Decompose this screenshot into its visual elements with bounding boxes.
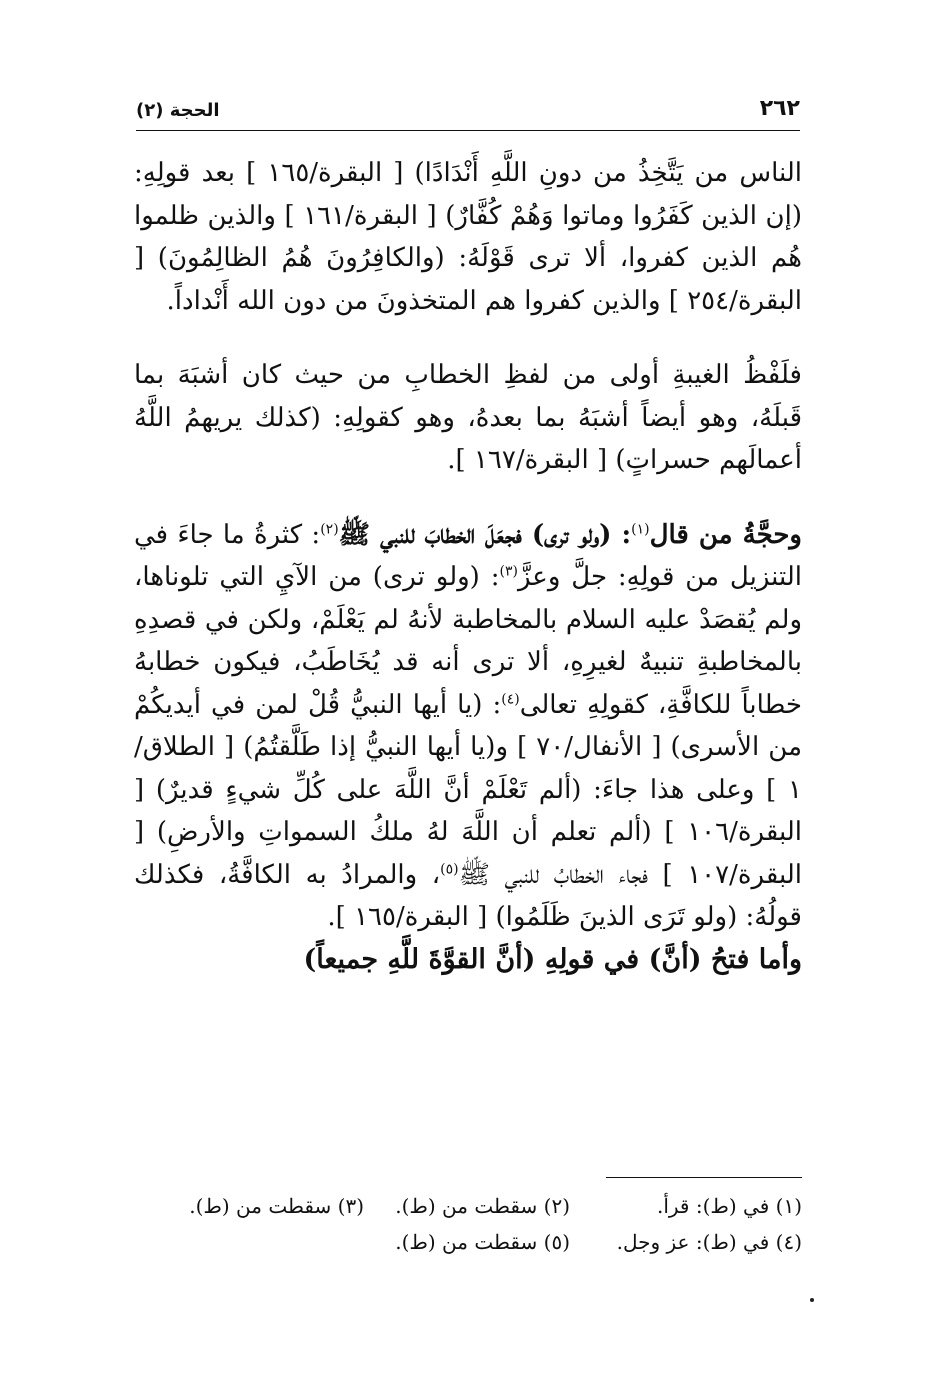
scan-speck [810,1298,814,1302]
paragraph-4: وأما فتحُ (أنَّ) في قولِهِ (أنَّ القوَّةَ للَّهِ جميعاً) [303,943,802,975]
footnote-3 [144,1188,364,1224]
footnote-ref-3: (٣) [499,563,518,580]
footnotes [136,1188,802,1260]
paragraph-3-text-d: ، والمرادُ به الكافَّةُ، فكذلك قولُهُ: (ولو تَرَى الذينَ ظَلَمُوا) [ البقرة/١٦٥ ]. [134,859,802,932]
footnote-text: سقطت من (ط). [395,1194,538,1218]
footnote-number: (٢) [543,1194,570,1218]
footnote-text: في (ط): عز وجل. [616,1230,770,1254]
page-number: ٢٦٢ [759,96,800,121]
paragraph-spacer [134,322,802,354]
paragraph-2: فلَفْظُ الغيبةِ أولى من لفظِ الخطابِ من حيث كان أشبَهَ بما قَبلَهُ، وهو أيضاً أشبَهُ بما بعدهُ، وهو كقولِهِ: (كذلك يريهمُ اللَّهُ أعمالَهم حسراتٍ) [ البقرة/١٦٧ ]. [134,360,802,475]
paragraph-3-lead: وحجَّةُ من قال [649,519,802,550]
paragraph-1: الناس من يَتَّخِذُ من دونِ اللَّهِ أَنْدَادًا) [ البقرة/١٦٥ ] بعد قولِهِ: (إن الذين كَفَرُوا وماتوا وَهُمْ كُفَّارٌ) [ البقرة/١٦١ ] والذين ظلموا هُم الذين كفروا، ألا ترى قَوْلَهُ: (والكافِرُونَ هُمُ الظالِمُونَ) [ البقرة/٢٥٤ ] والذين كفروا هم المتخذونَ من دون الله أَنْداداً. [134,158,802,316]
paragraph-3 [134,514,802,939]
running-header [136,96,800,126]
footnote-rule [606,1177,802,1178]
footnote-4 [570,1224,802,1260]
footnote-2 [364,1188,570,1224]
footnote-5 [364,1224,570,1260]
footnote-ref-4: (٤) [501,690,520,707]
footnote-text: سقطت من (ط). [189,1194,332,1218]
footnote-number: (٤) [775,1230,802,1254]
paragraph-spacer [134,482,802,514]
footnote-ref-2: (٢) [320,520,339,537]
paragraph-3-lead-quote: : (ولو ترى) فجعَلَ الخطابَ للنبي ﷺ [338,519,632,550]
footnote-text: سقطت من (ط). [395,1230,538,1254]
paragraph-3-text-b: : (ولو ترى) من الآيِ التي تلوناها، ولم يُقصَدْ عليه السلام بالمخاطبة لأنهُ لم يَعْلَمْ، ولكن في قصدِهِ بالمخاطبةِ تنبيهٌ لغيرِهِ، ألا ترى أنه قد يُخَاطَبُ، فيكون خطابهُ خطاباً للكافَّةِ، كقولِهِ تعالى [134,562,802,720]
paragraph-3-text-c: : (يا أيها النبيُّ قُلْ لمن في أيديكُمْ من الأسرى) [ الأنفال/٧٠ ] و(يا أيها النبيُّ إذا طَلَّقتُمُ) [ الطلاق/١ ] وعلى هذا جاءَ: (ألم تَعْلَمْ أنَّ اللَّهَ على كُلِّ شيءٍ قديرٌ) [ البقرة/١٠٦ ] (ألم تعلم أن اللَّهَ لهُ ملكُ السمواتِ والأرضِ) [ البقرة/١٠٧ ] فجاء الخطابُ للنبي ﷺ [134,689,803,890]
footnote-ref-5: (٥) [440,860,459,877]
header-rule [136,130,800,131]
footnote-row [136,1224,802,1260]
footnote-row [136,1188,802,1224]
book-title: الحجة (٢) [136,100,220,121]
footnote-number: (٥) [543,1230,570,1254]
main-text [134,152,802,981]
footnote-text: في (ط): قرأ. [656,1194,770,1218]
footnote-number: (١) [775,1194,802,1218]
footnote-number: (٣) [337,1194,364,1218]
footnote-1 [570,1188,802,1224]
paragraph-3-text-a: : كثرةُ ما جاءَ في التنزيل من قولِهِ: جلَّ وعزَّ [134,519,803,592]
footnote-ref-1: (١) [631,520,650,537]
